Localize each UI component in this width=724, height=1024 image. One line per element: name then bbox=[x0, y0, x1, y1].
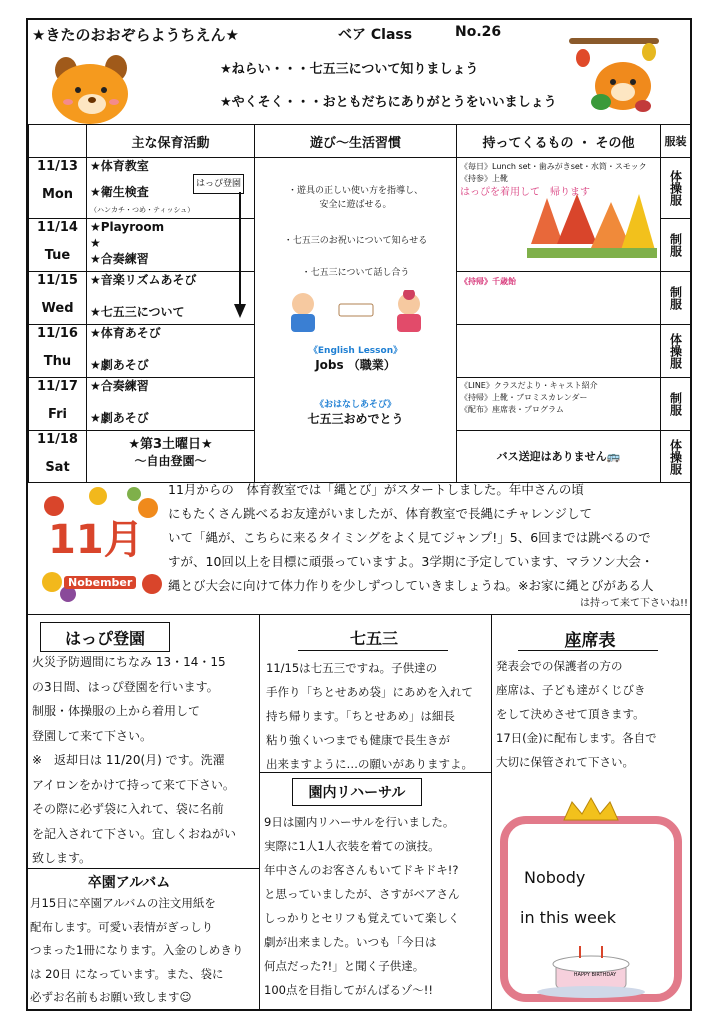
wear-tue: 制服 bbox=[661, 219, 691, 272]
wear-thu: 体操服 bbox=[661, 325, 691, 378]
promise-line: ★やくそく・・・おともだちにありがとうをいいましょう bbox=[220, 95, 557, 110]
shichigosan-title: 七五三 bbox=[349, 629, 398, 648]
november-badge-small: Nobember bbox=[64, 576, 136, 589]
rehearsal-divider bbox=[259, 772, 491, 773]
seat-text: 発表会での保護者の方の 座席は、子ども達がくじびき をして決めさせて頂きます。 17日(金)に配布します。各自で 大切に保管されて下さい。 bbox=[496, 659, 657, 769]
wear-sat: 体操服 bbox=[661, 431, 691, 483]
weekly-schedule-table bbox=[28, 124, 691, 483]
column-header-wear: 服装 bbox=[661, 125, 691, 158]
issue-number: No.26 bbox=[455, 24, 502, 40]
birthday-line2: in this week bbox=[520, 908, 616, 927]
rehearsal-text: 9日は園内リハーサルを行いました。 実際に1人1人衣装を着ての演技。 年中さんのお客さんもいてドキドキ!? と思っていましたが、さすがベアさん しっかりとセリフも覚えていて楽しく 劇が出来ました。いつも「今日は 何点だった?!」と聞く子供達。 100点を目指してがんばるゾ～!! bbox=[264, 815, 460, 997]
column-header-activities: 主な保育活動 bbox=[87, 125, 255, 158]
happi-title: はっぴ登園 bbox=[64, 629, 145, 648]
activity-wed: ★音楽リズムあそび ★七五三について bbox=[87, 272, 255, 325]
album-divider bbox=[28, 868, 260, 869]
english-lesson-body: Jobs （職業） bbox=[315, 358, 396, 372]
play-column: ・遊具の正しい使い方を指導し、 安全に遊ばせる。 ・七五三のお祝いについて知らせる ・七五三について話し合う 《English Lesson》 Jobs （職業） 《おはなしあそび》 七五三おめでとう bbox=[255, 158, 457, 483]
class-label: ベア Class bbox=[338, 27, 413, 43]
wear-wed: 制服 bbox=[661, 272, 691, 325]
column-header-play: 遊び～生活習慣 bbox=[255, 125, 457, 158]
squirrel-illustration bbox=[565, 30, 665, 120]
bring-mon-tue: 《毎日》Lunch set・歯みがきset・水筒・スモック 《持参》上靴 はっぴを着用して 帰ります bbox=[457, 158, 661, 272]
day-fri: 11/17 Fri bbox=[29, 378, 87, 431]
wear-mon: 体操服 bbox=[661, 158, 691, 219]
arrow-down-icon bbox=[234, 192, 246, 324]
shichigosan-text: 11/15は七五三ですね。子供達の 手作り「ちとせあめ袋」にあめを入れて 持ち帰ります。「ちとせあめ」は細長 粘り強くいつまでも健康で長生きが 出来ますように…の願いがありますよ。 bbox=[266, 661, 473, 771]
birthday-line1: Nobody bbox=[524, 868, 586, 887]
bring-wed: 《持帰》千歳飴 bbox=[457, 272, 661, 325]
autumn-trees-illustration bbox=[527, 194, 657, 264]
column-header-bring: 持ってくるもの ・ その他 bbox=[457, 125, 661, 158]
english-lesson-title: 《English Lesson》 bbox=[308, 346, 403, 356]
activity-mon: ★体育教室 ★衛生検査（ハンカチ・つめ・ティッシュ） はっぴ登園 bbox=[87, 158, 255, 219]
happi-text: 火災予防週間にちなみ 13・14・15 の3日間、はっぴ登園を行います。 制服・体操服の上から着用して 登園して来て下さい。 ※ 返却日は 11/20(月) です。洗濯 アイロンをかけて持って来て下さい。 その際に必ず袋に入れて、袋に名前 を記入されて下さい。宜しくおねがい 致します。 bbox=[32, 655, 237, 865]
seat-underline bbox=[518, 650, 658, 651]
wear-fri: 制服 bbox=[661, 378, 691, 431]
story-title: 《おはなしあそび》 bbox=[314, 400, 397, 410]
children-illustration bbox=[281, 290, 431, 334]
rehearsal-title: 園内リハーサル bbox=[308, 785, 406, 801]
section-divider bbox=[28, 614, 690, 615]
bear-illustration bbox=[48, 54, 132, 126]
day-mon: 11/13 Mon bbox=[29, 158, 87, 219]
column-divider-left bbox=[259, 614, 260, 1010]
aim-line: ★ねらい・・・七五三について知りましょう bbox=[220, 62, 479, 77]
activity-sat: ★第3土曜日★ ～自由登園～ bbox=[87, 431, 255, 483]
activity-thu: ★体育あそび ★劇あそび bbox=[87, 325, 255, 378]
cake-text: HAPPY BIRTHDAY bbox=[573, 972, 617, 978]
activity-fri: ★合奏練習 ★劇あそび bbox=[87, 378, 255, 431]
day-sat: 11/18 Sat bbox=[29, 431, 87, 483]
happi-note: はっぴ登園 bbox=[193, 174, 244, 194]
day-tue: 11/14 Tue bbox=[29, 219, 87, 272]
november-badge-big: 11月 bbox=[48, 517, 144, 563]
shichigosan-underline bbox=[298, 650, 448, 651]
bring-fri: 《LINE》クラスだより・キャスト紹介 《持帰》上靴・ブロミスカレンダー 《配布》座席表・プログラム bbox=[457, 378, 661, 431]
album-title: 卒園アルバム bbox=[87, 875, 171, 891]
bring-sat: バス送迎はありません🚌 bbox=[457, 431, 661, 483]
school-name: ★きたのおおぞらようちえん★ bbox=[32, 26, 239, 44]
bring-thu bbox=[457, 325, 661, 378]
story-body: 七五三おめでとう bbox=[307, 412, 404, 426]
day-thu: 11/16 Thu bbox=[29, 325, 87, 378]
activity-tue: ★Playroom ★ ★合奏練習 bbox=[87, 219, 255, 272]
album-text: 月15日に卒園アルバムの注文用紙を 配布します。可愛い表情がぎっしり つまった1冊になります。入金のしめきり は 20日 になっています。また、袋に 必ずお名前もお願い致します☺ bbox=[30, 896, 244, 1004]
november-text: 11月からの 体育教室では「縄とび」がスタートしました。年中さんの頃 にもたくさん跳べるお友達がいましたが、体育教室で長縄にチャレンジして いて「縄が、こちらに来るタイミングをよく見てジャンプ!」5、6回までは跳べるので すが、10回以上を目標に頑張っていますよ。3学期に予定しています、マラソン大会・ 縄とび大会に向けて体力作りを少しずつしていきましょうね。※お家に縄とびがある人 は持って来て下さいね!! bbox=[168, 482, 688, 609]
seat-title: 座席表 bbox=[564, 631, 616, 651]
date-column-header bbox=[29, 125, 87, 158]
column-divider-right bbox=[491, 614, 492, 1010]
day-wed: 11/15 Wed bbox=[29, 272, 87, 325]
